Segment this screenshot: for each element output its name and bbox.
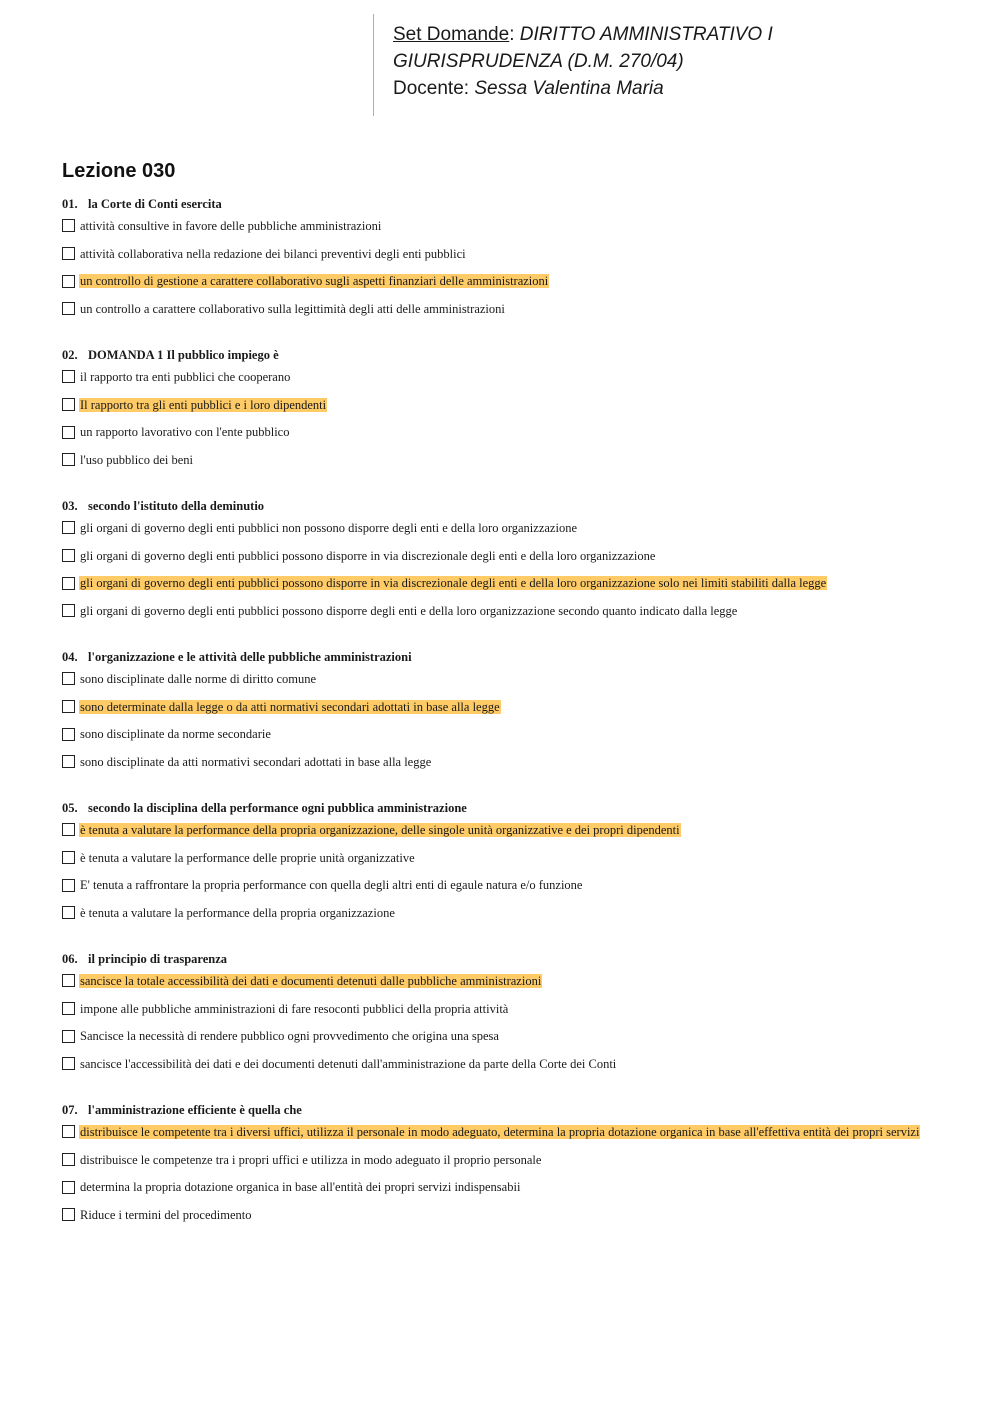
question-block (62, 498, 962, 625)
answer-option-label: un controllo a carattere collaborativo sulla legittimità degli atti delle amministrazioni (80, 301, 505, 316)
answer-option[interactable] (62, 1173, 962, 1201)
answer-option-label: sono disciplinate da atti normativi secondari adottati in base alla legge (80, 754, 432, 769)
checkbox-icon[interactable] (62, 1125, 75, 1138)
question-block (62, 951, 962, 1078)
question-block (62, 800, 962, 927)
answer-option[interactable] (62, 1146, 962, 1174)
answer-option-label: sono disciplinate da norme secondarie (80, 727, 271, 742)
answer-option-correct[interactable] (62, 693, 962, 721)
checkbox-icon[interactable] (62, 521, 75, 534)
answer-option-label: Riduce i termini del procedimento (80, 1207, 252, 1222)
answer-option-label: impone alle pubbliche amministrazioni di fare resoconti pubblici della propria attività (80, 1001, 509, 1016)
answer-option-label: sono determinate dalla legge o da atti normativi secondari adottati in base alla legge (80, 699, 500, 714)
answer-option-label: gli organi di governo degli enti pubblici possono disporre degli enti e della loro organizzazione secondo quanto indicato dalla legge (80, 603, 738, 618)
answer-option-label: sancisce l'accessibilità dei dati e dei documenti detenuti dall'amministrazione da parte della Corte dei Conti (80, 1056, 617, 1071)
teacher-name: Sessa Valentina Maria (474, 78, 664, 99)
checkbox-icon[interactable] (62, 549, 75, 562)
answer-option[interactable] (62, 1022, 962, 1050)
question-block (62, 196, 962, 323)
answer-option-label: distribuisce le competente tra i diversi uffici, utilizza il personale in modo adeguato, determina la propria dotazione organica in base all'effettiva entità dei propri servizi (80, 1124, 920, 1139)
question-number: 04. (62, 650, 78, 664)
answer-option-label: il rapporto tra enti pubblici che cooperano (80, 369, 291, 384)
question-text: l'amministrazione efficiente è quella che (88, 1103, 302, 1117)
checkbox-icon[interactable] (62, 426, 75, 439)
question-block (62, 1102, 962, 1229)
header-line-3 (393, 75, 773, 102)
answer-option-label: gli organi di governo degli enti pubblici non possono disporre degli enti e della loro organizzazione (80, 520, 577, 535)
answer-option[interactable] (62, 1050, 962, 1078)
checkbox-icon[interactable] (62, 577, 75, 590)
answer-option[interactable] (62, 418, 962, 446)
question-number: 07. (62, 1103, 78, 1117)
answer-option-label: l'uso pubblico dei beni (80, 452, 194, 467)
answer-option[interactable] (62, 446, 962, 474)
answer-option-label: è tenuta a valutare la performance della propria organizzazione, delle singole unità organizzative e dei propri dipendenti (80, 822, 680, 837)
checkbox-icon[interactable] (62, 302, 75, 315)
checkbox-icon[interactable] (62, 247, 75, 260)
header-line-1 (393, 21, 773, 48)
answer-option[interactable] (62, 597, 962, 625)
question-title (62, 800, 962, 816)
checkbox-icon[interactable] (62, 879, 75, 892)
question-number: 02. (62, 348, 78, 362)
answer-option-correct[interactable] (62, 569, 962, 597)
question-number: 05. (62, 801, 78, 815)
set-label: Set Domande (393, 24, 510, 45)
answer-option[interactable] (62, 295, 962, 323)
answer-option-label: gli organi di governo degli enti pubblici possono disporre in via discrezionale degli enti e della loro organizzazione solo nei limiti stabiliti dalla legge (80, 576, 827, 591)
answer-option[interactable] (62, 995, 962, 1023)
answer-option-label: sancisce la totale accessibilità dei dati e documenti detenuti dalle pubbliche amministrazioni (80, 973, 542, 988)
answer-option-correct[interactable] (62, 816, 962, 844)
question-text: il principio di trasparenza (88, 952, 228, 966)
answer-option[interactable] (62, 212, 962, 240)
question-block (62, 347, 962, 474)
question-title (62, 951, 962, 967)
answer-option[interactable] (62, 871, 962, 899)
question-text: DOMANDA 1 Il pubblico impiego è (88, 348, 279, 362)
answer-option-label: determina la propria dotazione organica in base all'entità dei propri servizi indispensabii (80, 1180, 521, 1195)
checkbox-icon[interactable] (62, 728, 75, 741)
answer-option[interactable] (62, 514, 962, 542)
checkbox-icon[interactable] (62, 672, 75, 685)
course-title-line-1: DIRITTO AMMINISTRATIVO I (519, 24, 773, 45)
checkbox-icon[interactable] (62, 370, 75, 383)
answer-option-correct[interactable] (62, 1118, 962, 1146)
question-text: l'organizzazione e le attività delle pubbliche amministrazioni (88, 650, 412, 664)
question-number: 03. (62, 499, 78, 513)
answer-option-label: un rapporto lavorativo con l'ente pubblico (80, 425, 290, 440)
answer-option-label: E' tenuta a raffrontare la propria performance con quella degli altri enti di egaule natura e/o funzione (80, 878, 583, 893)
answer-option-correct[interactable] (62, 967, 962, 995)
answer-option-correct[interactable] (62, 391, 962, 419)
teacher-label: Docente: (393, 78, 470, 99)
checkbox-icon[interactable] (62, 1002, 75, 1015)
question-title (62, 649, 962, 665)
checkbox-icon[interactable] (62, 851, 75, 864)
question-number: 06. (62, 952, 78, 966)
answer-option[interactable] (62, 240, 962, 268)
answer-option-label: attività collaborativa nella redazione dei bilanci preventivi degli enti pubblici (80, 246, 466, 261)
question-text: la Corte di Conti esercita (88, 197, 222, 211)
checkbox-icon[interactable] (62, 453, 75, 466)
answer-option-label: è tenuta a valutare la performance della propria organizzazione (80, 905, 395, 920)
question-block (62, 649, 962, 776)
checkbox-icon[interactable] (62, 398, 75, 411)
document-header (373, 14, 773, 116)
checkbox-icon[interactable] (62, 1030, 75, 1043)
checkbox-icon[interactable] (62, 219, 75, 232)
question-title (62, 196, 962, 212)
checkbox-icon[interactable] (62, 275, 75, 288)
question-text: secondo la disciplina della performance ogni pubblica amministrazione (88, 801, 467, 815)
checkbox-icon[interactable] (62, 1181, 75, 1194)
answer-option[interactable] (62, 844, 962, 872)
answer-option[interactable] (62, 665, 962, 693)
answer-option-label: sono disciplinate dalle norme di diritto comune (80, 671, 317, 686)
checkbox-icon[interactable] (62, 1208, 75, 1221)
answer-option-label: Sancisce la necessità di rendere pubblico ogni provvedimento che origina una spesa (80, 1029, 499, 1044)
answer-option[interactable] (62, 720, 962, 748)
answer-option-label: è tenuta a valutare la performance delle proprie unità organizzative (80, 850, 415, 865)
checkbox-icon[interactable] (62, 755, 75, 768)
answer-option[interactable] (62, 542, 962, 570)
question-text: secondo l'istituto della deminutio (88, 499, 265, 513)
set-colon: : (509, 24, 515, 45)
answer-option[interactable] (62, 1201, 962, 1229)
answer-option-label: gli organi di governo degli enti pubblici possono disporre in via discrezionale degli enti e della loro organizzazione (80, 548, 656, 563)
answer-option[interactable] (62, 748, 962, 776)
answer-option[interactable] (62, 899, 962, 927)
checkbox-icon[interactable] (62, 974, 75, 987)
checkbox-icon[interactable] (62, 906, 75, 919)
lesson-title: Lezione 030 (62, 160, 176, 182)
question-title (62, 498, 962, 514)
checkbox-icon[interactable] (62, 1153, 75, 1166)
answer-option-label: attività consultive in favore delle pubbliche amministrazioni (80, 218, 382, 233)
course-title-line-2: GIURISPRUDENZA (D.M. 270/04) (393, 51, 684, 72)
question-title (62, 1102, 962, 1118)
question-number: 01. (62, 197, 78, 211)
answer-option[interactable] (62, 363, 962, 391)
answer-option-label: un controllo di gestione a carattere collaborativo sugli aspetti finanziari delle amministrazioni (80, 274, 549, 289)
checkbox-icon[interactable] (62, 1057, 75, 1070)
answer-option-label: distribuisce le competenze tra i propri uffici e utilizza in modo adeguato il proprio personale (80, 1152, 542, 1167)
checkbox-icon[interactable] (62, 604, 75, 617)
answer-option-correct[interactable] (62, 267, 962, 295)
question-title (62, 347, 962, 363)
answer-option-label: Il rapporto tra gli enti pubblici e i loro dipendenti (80, 397, 327, 412)
checkbox-icon[interactable] (62, 823, 75, 836)
checkbox-icon[interactable] (62, 700, 75, 713)
